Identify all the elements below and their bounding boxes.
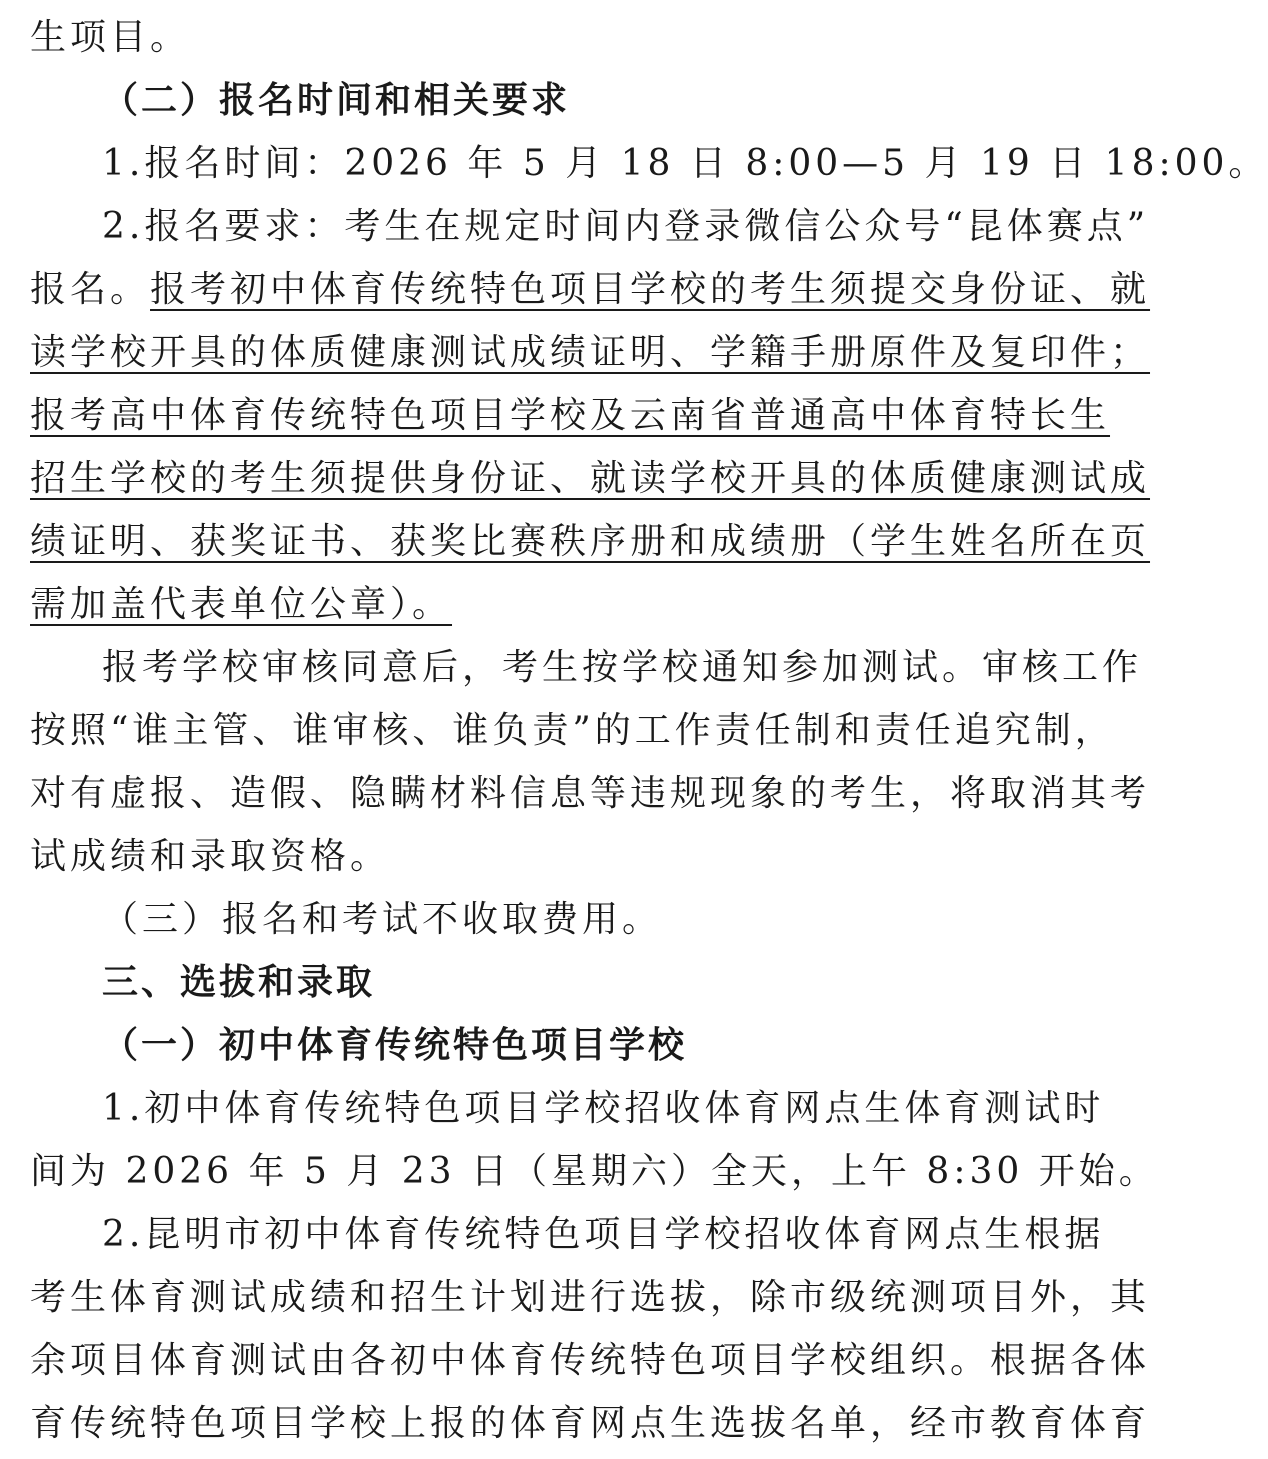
text-line-20 [30,1203,1105,1266]
line-text: 对有虚报、造假、隐瞒材料信息等违规现象的考生，将取消其考 [30,773,1151,814]
line-text: 2.报名要求：考生在规定时间内登录微信公众号“昆体赛点” [102,206,1150,247]
line-text: （二）报名时间和相关要求 [102,80,571,121]
line-text: 试成绩和录取资格。 [30,836,391,877]
line-text: 三、选拔和录取 [102,962,376,1003]
line-text: 生项目。 [30,17,191,58]
text-line-4 [30,195,1150,258]
line-text: 间为 2026 年 5 月 23 日（星期六）全天，上午 8:30 开始。 [30,1151,1159,1192]
underlined-text: 招生学校的考生须提供身份证、就读学校开具的体质健康测试成 [30,458,1151,499]
text-line-3 [30,132,1268,195]
line-text: 育传统特色项目学校上报的体育网点生选拔名单，经市教育体育 [30,1403,1151,1444]
document-page [30,6,1268,1455]
text-line-21 [30,1266,1151,1329]
text-line-14 [30,825,1052,888]
text-line-23 [30,1392,1151,1455]
subheading-registration [30,69,1052,132]
text-line-15 [30,888,1052,951]
text-line-1 [30,6,1052,69]
text-line-10 [30,573,1052,636]
line-text: 1.报名时间：2026 年 5 月 18 日 8:00—5 月 19 日 18:00。 [102,143,1268,184]
text-line-5 [30,258,1151,321]
underlined-text: 需加盖代表单位公章）。 [30,584,453,625]
line-text-plain: 报名。 [30,269,151,310]
underlined-text: 报考高中体育传统特色项目学校及云南省普通高中体育特长生 [30,395,1111,436]
line-text: 考生体育测试成绩和招生计划进行选拔，除市级统测项目外，其 [30,1277,1151,1318]
line-text: 余项目体育测试由各初中体育传统特色项目学校组织。根据各体 [30,1340,1151,1381]
line-text: 2.昆明市初中体育传统特色项目学校招收体育网点生根据 [102,1214,1105,1255]
section-heading-selection [30,951,1052,1014]
line-text: 按照“谁主管、谁审核、谁负责”的工作责任制和责任追究制， [30,710,1115,751]
text-line-18 [30,1077,1105,1140]
text-line-6 [30,321,1151,384]
text-line-12 [30,699,1115,762]
text-line-7 [30,384,1111,447]
text-line-9 [30,510,1151,573]
underlined-text: 报考初中体育传统特色项目学校的考生须提交身份证、就 [150,269,1151,310]
text-line-11 [30,636,1143,699]
line-text: （一）初中体育传统特色项目学校 [102,1025,688,1066]
line-text: 1.初中体育传统特色项目学校招收体育网点生体育测试时 [102,1088,1105,1129]
text-line-13 [30,762,1151,825]
underlined-text: 绩证明、获奖证书、获奖比赛秩序册和成绩册（学生姓名所在页 [30,521,1151,562]
text-line-19 [30,1140,1159,1203]
line-text: （三）报名和考试不收取费用。 [102,899,663,940]
subheading-junior-school [30,1014,1052,1077]
text-line-22 [30,1329,1151,1392]
underlined-text: 读学校开具的体质健康测试成绩证明、学籍手册原件及复印件； [30,332,1151,373]
text-line-8 [30,447,1151,510]
line-text: 报考学校审核同意后，考生按学校通知参加测试。审核工作 [102,647,1143,688]
